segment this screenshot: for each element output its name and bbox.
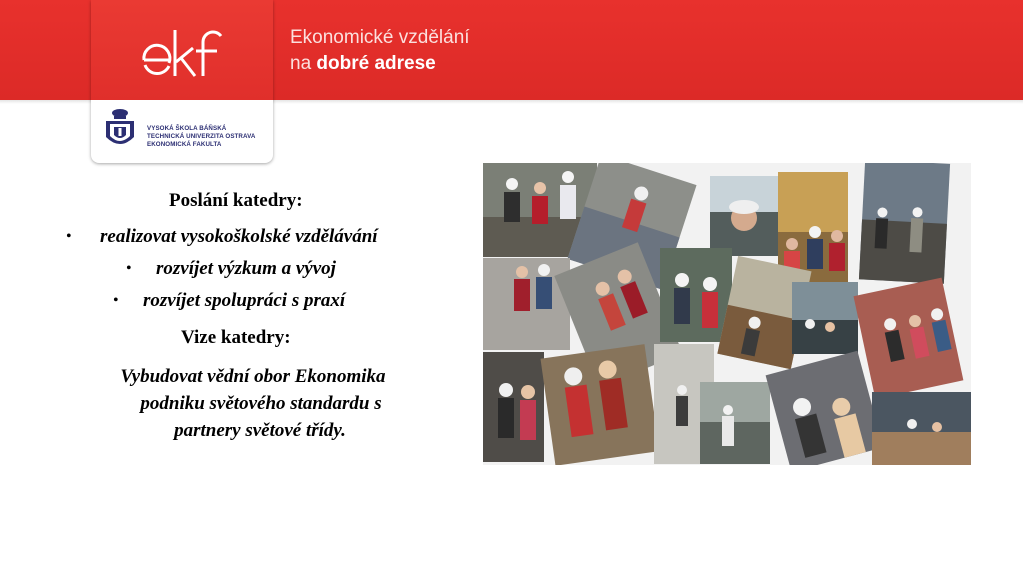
slogan-prefix: na: [290, 53, 317, 74]
slogan-bold: dobré adrese: [316, 53, 436, 74]
university-line: TECHNICKÁ UNIVERZITA OSTRAVA: [147, 133, 256, 140]
mission-item: realizovat vysokoškolské vzdělávání: [100, 226, 378, 247]
ekf-logo-icon: [139, 20, 225, 82]
vision-line: podniku světového standardu s: [140, 393, 382, 414]
faculty-logo-card: [91, 0, 273, 163]
slogan-line-2: [290, 51, 470, 77]
bullet-icon: •: [126, 260, 132, 277]
mission-heading: Poslání katedry:: [169, 190, 303, 211]
university-line: VYSOKÁ ŠKOLA BÁŇSKÁ: [147, 125, 227, 132]
university-name: [147, 125, 267, 149]
mission-item: rozvíjet spolupráci s praxí: [143, 290, 346, 311]
photo-collage-image: [482, 162, 972, 466]
vision-line: partnery světové třídy.: [174, 420, 346, 441]
bullet-icon: •: [113, 292, 119, 309]
slogan-line-1: Ekonomické vzdělání: [290, 27, 470, 48]
vision-heading: Vize katedry:: [181, 327, 291, 348]
slogan: [290, 25, 470, 77]
mission-item: rozvíjet výzkum a vývoj: [156, 258, 336, 279]
bullet-icon: •: [66, 228, 72, 245]
vision-line: Vybudovat vědní obor Ekonomika: [120, 366, 386, 387]
university-line: EKONOMICKÁ FAKULTA: [147, 141, 222, 148]
university-crest-icon: [103, 105, 137, 153]
